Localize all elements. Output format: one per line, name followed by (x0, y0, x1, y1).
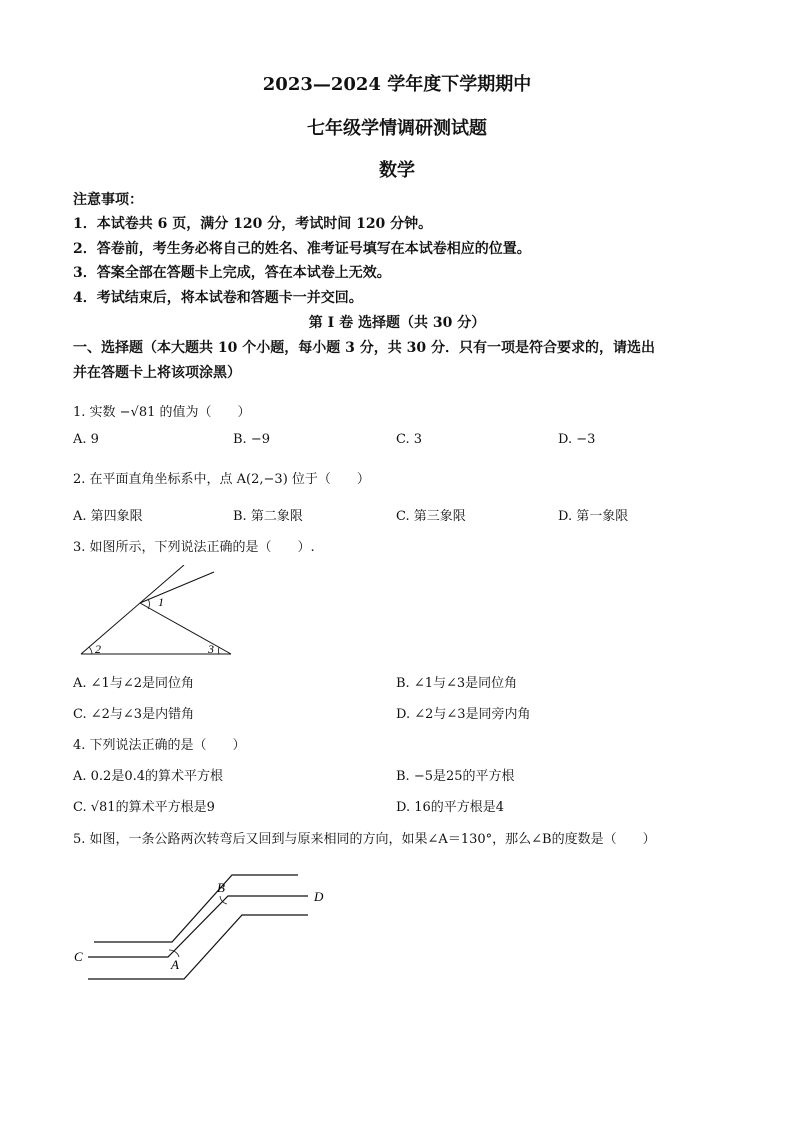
exam-title-line2: 七年级学情调研测试题 (307, 118, 487, 139)
figure-left-line (81, 565, 184, 654)
angle-2-label: 2 (95, 642, 101, 656)
section-title: 第 I 卷 选择题（共 30 分） (308, 315, 486, 331)
question-4-stem: 4. 下列说法正确的是（ ） (73, 738, 246, 753)
point-d-label: D (314, 889, 324, 904)
figure-ray-line (140, 572, 214, 603)
question-4-option-d: D. 16的平方根是4 (396, 800, 505, 815)
point-c-label: C (74, 949, 83, 964)
question-5-stem: 5. 如图，一条公路两次转弯后又回到与原来相同的方向，如果∠A＝130°，那么∠B的度数是（ ） (73, 832, 656, 847)
question-3-option-a: A. ∠1与∠2是同位角 (73, 676, 194, 691)
section-instruction-line2: 并在答题卡上将该项涂黑） (73, 365, 241, 381)
angle-1-label: 1 (158, 595, 164, 609)
question-1-option-b: B. −9 (233, 432, 270, 447)
notice-item-2: 2．答卷前，考生务必将自己的姓名、准考证号填写在本试卷相应的位置。 (73, 241, 531, 257)
question-2-stem: 2. 在平面直角坐标系中，点 A(2,−3) 位于（ ） (73, 472, 370, 487)
question-4-option-b: B. −5是25的平方根 (396, 769, 515, 784)
question-4-option-a: A. 0.2是0.4的算术平方根 (73, 769, 224, 784)
question-3-stem: 3. 如图所示，下列说法正确的是（ ）. (73, 540, 315, 555)
road-top-edge (94, 875, 298, 942)
question-2-option-c: C. 第三象限 (396, 509, 466, 524)
notice-item-1: 1．本试卷共 6 页，满分 120 分，考试时间 120 分钟。 (73, 216, 433, 232)
question-2-option-b: B. 第二象限 (233, 509, 303, 524)
point-b-label: B (217, 880, 225, 895)
road-bottom-edge (88, 915, 308, 979)
question-3-figure (78, 565, 238, 660)
section-instruction-line1: 一、选择题（本大题共 10 个小题，每小题 3 分，共 30 分．只有一项是符合要求的，请选出 (73, 340, 655, 356)
point-a-label: A (171, 957, 179, 972)
question-1-option-c: C. 3 (396, 432, 423, 447)
angle-a-arc (169, 950, 179, 957)
question-1-option-a: A. 9 (73, 432, 99, 447)
figure-right-line (140, 603, 231, 654)
question-4-option-c: C. √81的算术平方根是9 (73, 800, 215, 815)
question-1-stem: 1. 实数 −√81 的值为（ ） (73, 405, 251, 420)
question-2-option-a: A. 第四象限 (73, 509, 143, 524)
question-1-option-d: D. −3 (558, 432, 596, 447)
notice-item-4: 4．考试结束后，将本试卷和答题卡一并交回。 (73, 290, 363, 306)
notice-title: 注意事项： (73, 192, 143, 208)
question-2-option-d: D. 第一象限 (558, 509, 629, 524)
exam-subject: 数学 (379, 160, 415, 181)
notice-item-3: 3．答案全部在答题卡上完成，答在本试卷上无效。 (73, 265, 391, 281)
angle-3-label: 3 (208, 642, 214, 656)
question-5-figure (70, 870, 340, 985)
angle-3-arc (218, 647, 219, 654)
question-3-option-b: B. ∠1与∠3是同位角 (396, 676, 518, 691)
angle-2-arc (89, 647, 92, 654)
exam-title-line1: 2023—2024 学年度下学期期中 (262, 74, 532, 95)
question-3-option-d: D. ∠2与∠3是同旁内角 (396, 707, 531, 722)
road-center-line (88, 896, 308, 957)
question-3-option-c: C. ∠2与∠3是内错角 (73, 707, 195, 722)
